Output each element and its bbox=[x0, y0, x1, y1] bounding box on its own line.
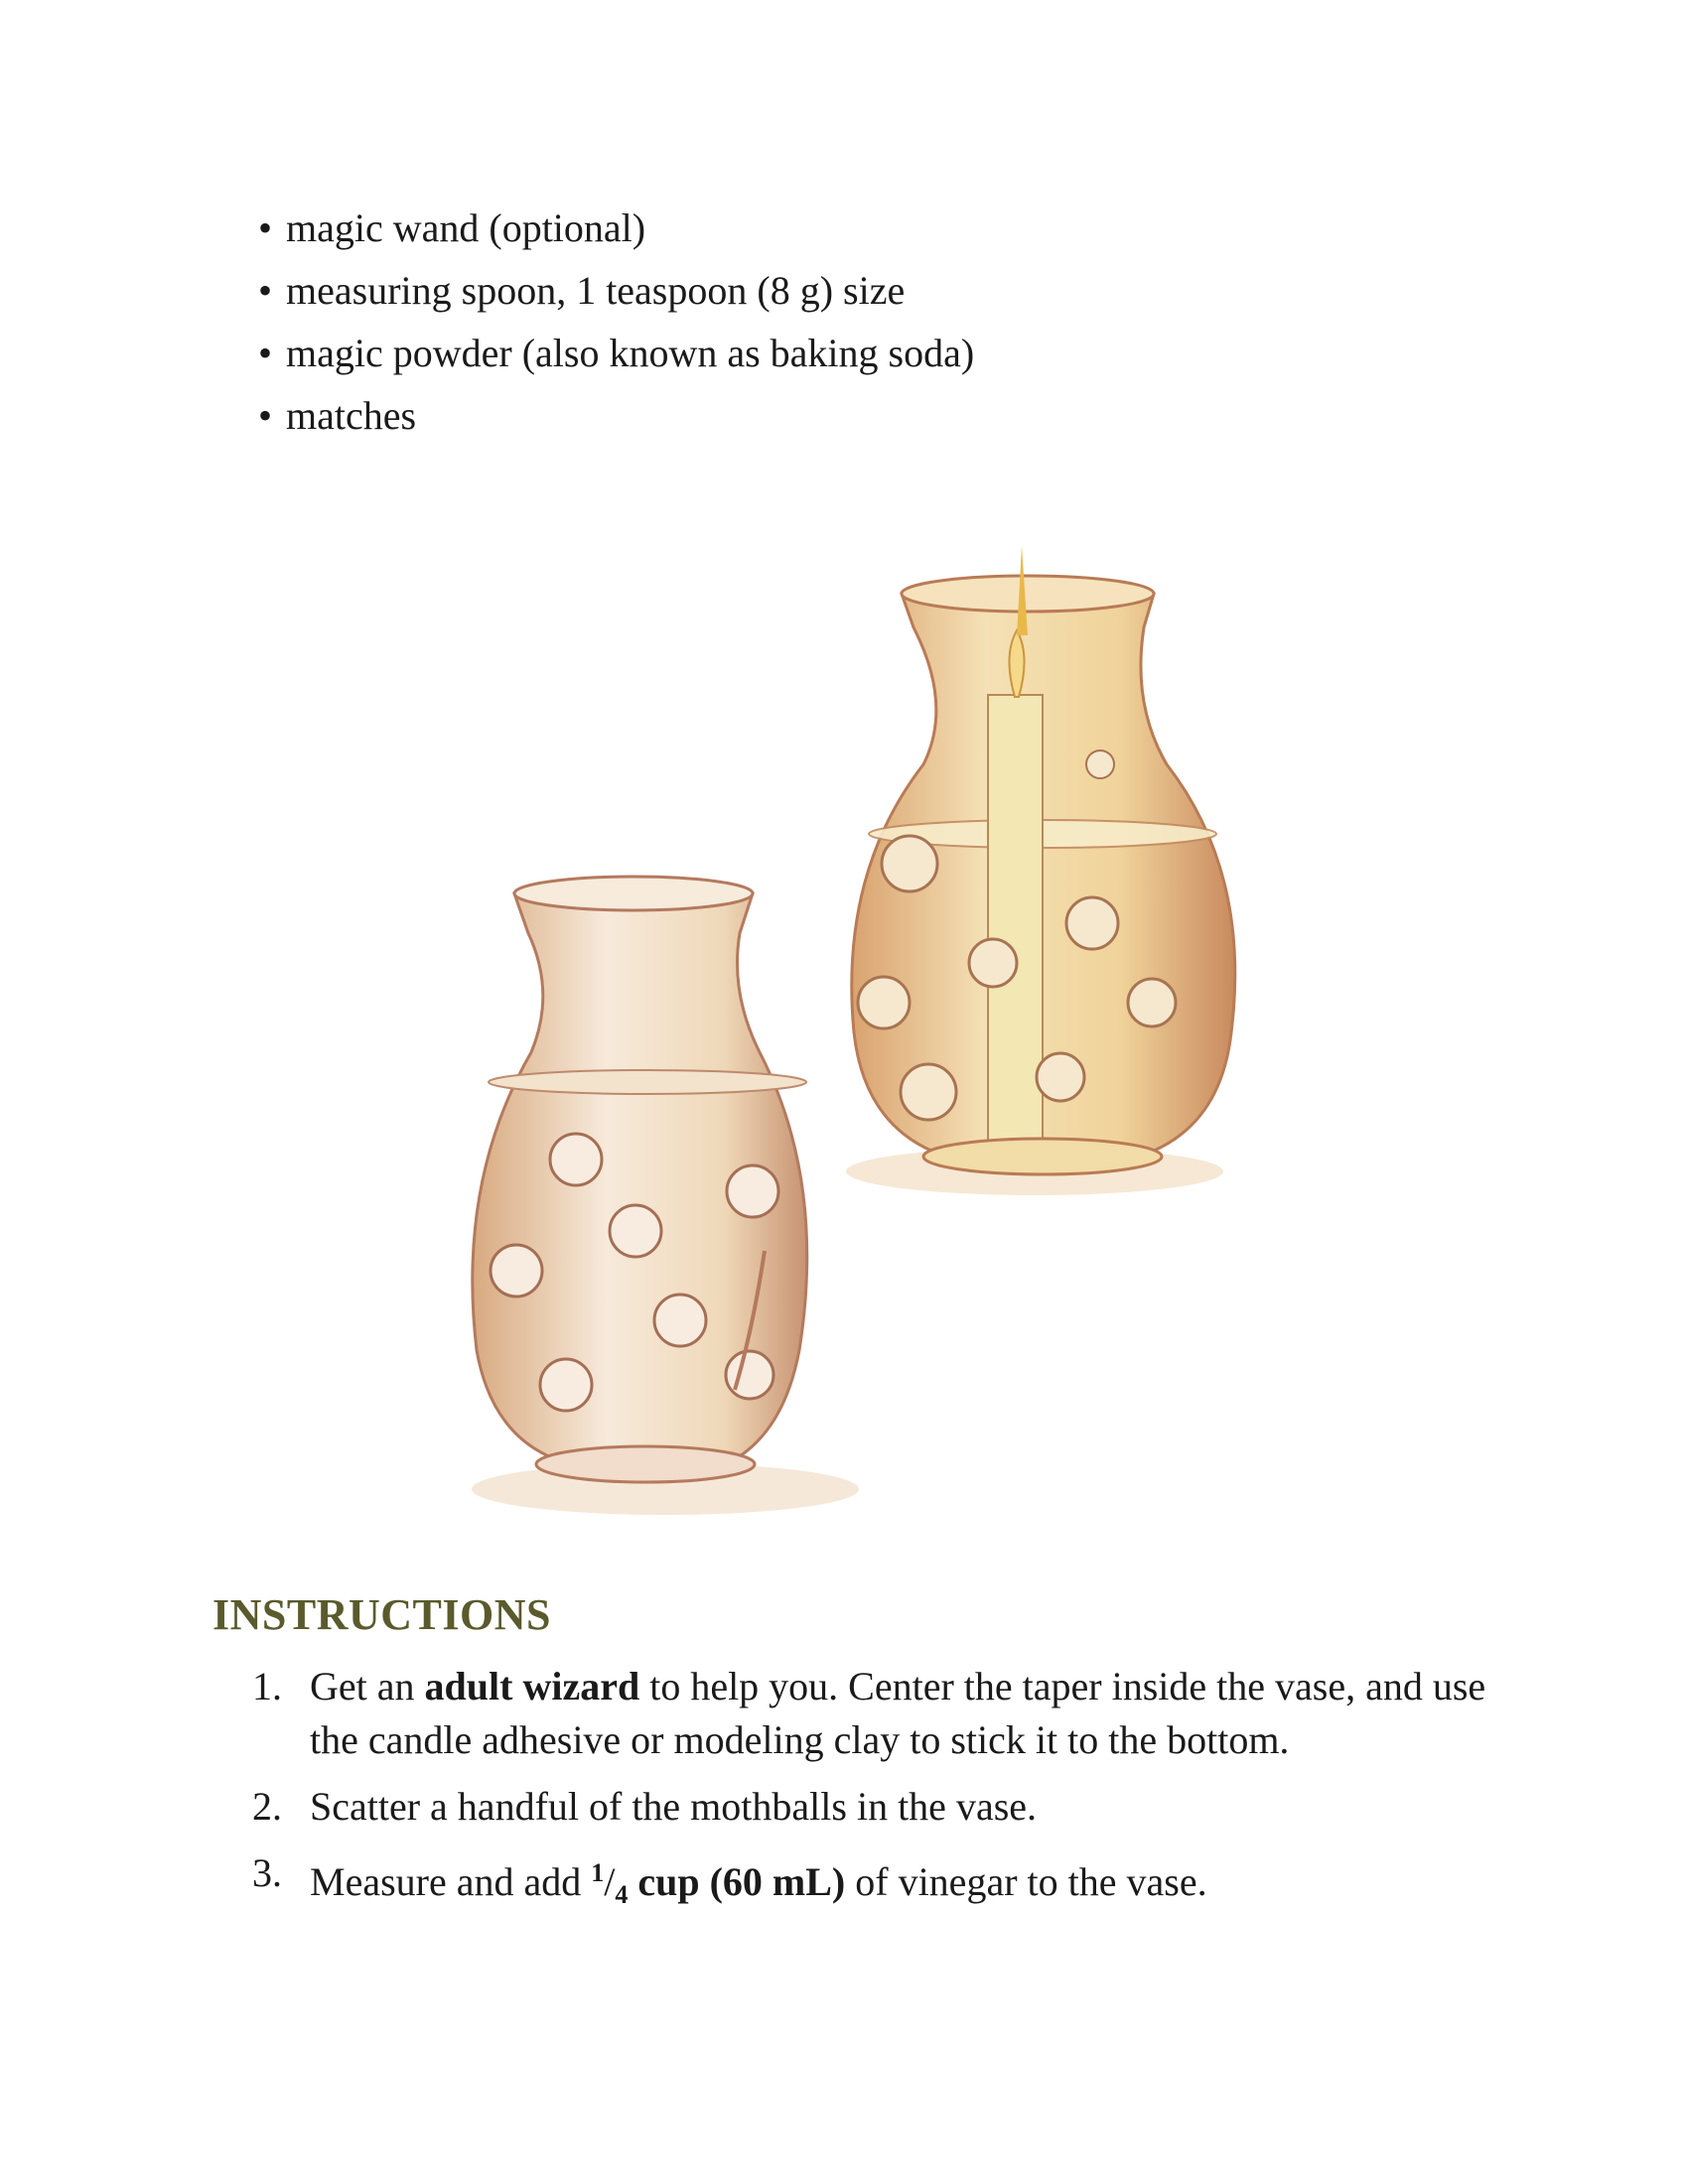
material-text: magic powder (also known as baking soda) bbox=[286, 331, 975, 375]
material-text: magic wand (optional) bbox=[286, 205, 646, 250]
fraction-numerator: 1 bbox=[591, 1858, 605, 1887]
step-text: Scatter a handful of the mothballs in the vase. bbox=[310, 1784, 1038, 1829]
fraction bbox=[591, 1858, 629, 1909]
bullet: • bbox=[258, 393, 273, 438]
bullet: • bbox=[258, 205, 273, 250]
instructions-heading: INSTRUCTIONS bbox=[212, 1590, 551, 1639]
fraction-slash: / bbox=[604, 1859, 616, 1904]
step-number: 1. bbox=[252, 1664, 282, 1708]
vase-with-mothballs bbox=[472, 877, 859, 1515]
fraction-denominator: 4 bbox=[615, 1880, 629, 1909]
step-number: 3. bbox=[252, 1850, 282, 1895]
step-text-pre: Get an bbox=[310, 1664, 425, 1708]
step-text-pre: Measure and add bbox=[310, 1859, 592, 1904]
vases-illustration bbox=[437, 536, 1271, 1549]
list-item bbox=[258, 384, 974, 447]
vase-with-candle bbox=[846, 546, 1235, 1195]
list-item bbox=[258, 322, 974, 384]
bullet: • bbox=[258, 331, 273, 375]
bullet: • bbox=[258, 268, 273, 313]
step-text-post: to help you. Center the taper inside the vase, and use the candle adhesive or modeling clay to stick it to the bottom. bbox=[310, 1664, 1486, 1762]
materials-list bbox=[258, 197, 974, 447]
material-text: matches bbox=[286, 393, 417, 438]
list-item bbox=[252, 1846, 1503, 1922]
list-item bbox=[252, 1780, 1503, 1834]
step-text-bold: adult wizard bbox=[424, 1664, 640, 1708]
material-text: measuring spoon, 1 teaspoon (8 g) size bbox=[286, 268, 906, 313]
step-number: 2. bbox=[252, 1784, 282, 1829]
instructions-list bbox=[252, 1660, 1503, 1935]
list-item bbox=[258, 197, 974, 259]
list-item bbox=[258, 259, 974, 322]
step-text-post: of vinegar to the vase. bbox=[845, 1859, 1207, 1904]
list-item bbox=[252, 1660, 1503, 1767]
step-text-bold: cup (60 mL) bbox=[628, 1859, 846, 1904]
